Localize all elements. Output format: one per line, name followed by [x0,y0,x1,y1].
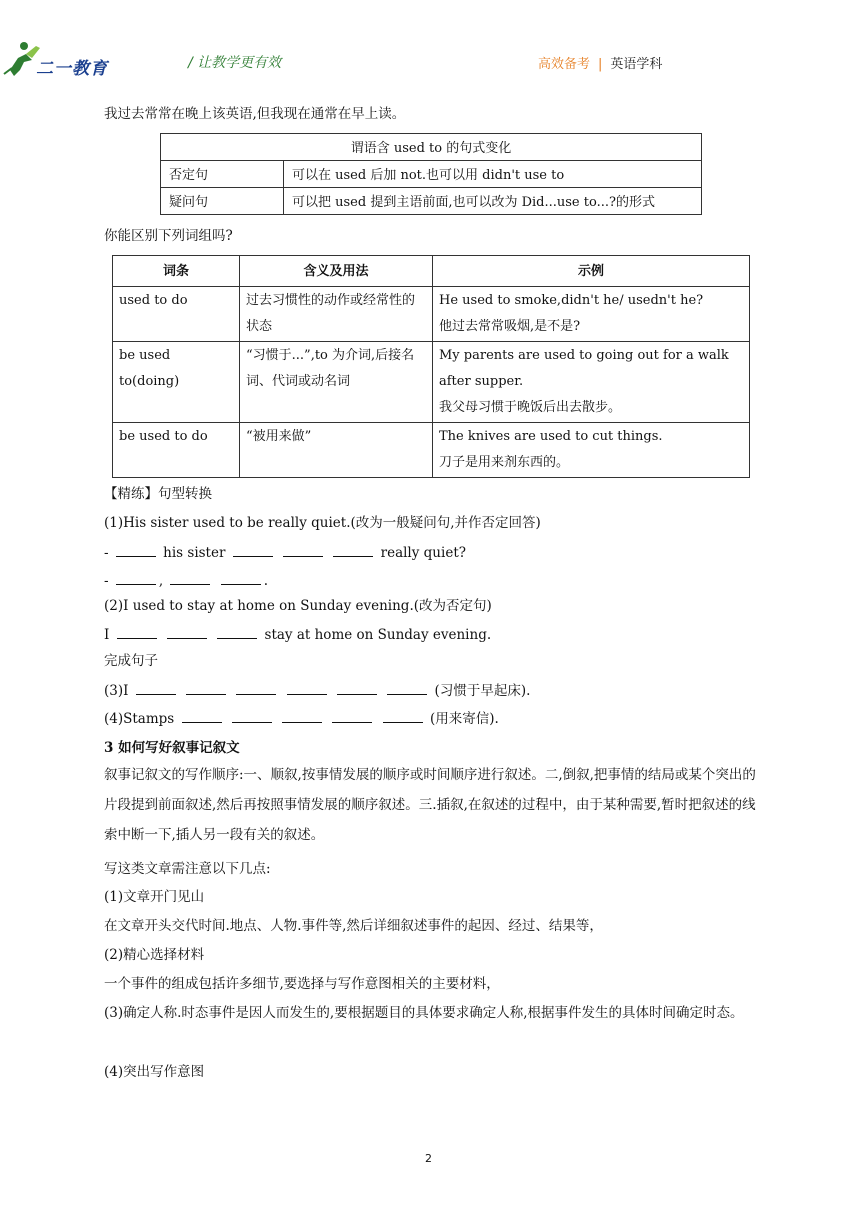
term-cell: be used to do [113,423,240,478]
point1-text: 在文章开头交代时间.地点、人物.事件等,然后详细叙述事件的起因、经过、结果等， [104,918,603,934]
q4-hint: (用来寄信). [430,711,499,727]
q2-prefix: I [104,627,110,643]
period: . [263,573,269,589]
answer-blank[interactable] [383,708,423,723]
answer-blank[interactable] [186,680,226,695]
point2-text: 一个事件的组成包括许多细节,要选择与写作意图相关的主要材料， [104,976,500,992]
example-en: The knives are used to cut things. [439,429,663,444]
answer-blank[interactable] [217,624,257,639]
phrase-table [112,255,750,478]
answer-blank[interactable] [116,570,156,585]
answer-blank[interactable] [167,624,207,639]
point2-title: (2)精心选择材料 [104,947,205,963]
practice-q1-answer-line2 [104,570,268,591]
example-zh: 我父母习惯于晚饭后出去散步。 [439,400,622,415]
answer-blank[interactable] [283,542,323,557]
point3-text: (3)确定人称.时态事件是因人而发生的,要根据题目的具体要求确定人称,根据事件发生的具体时间确定时态。 [104,1005,744,1021]
table-row [113,287,750,342]
practice-q3 [104,680,530,701]
answer-blank[interactable] [333,542,373,557]
point4-title: (4)突出写作意图 [104,1064,205,1080]
table1-title: 谓语含 used to 的句式变化 [161,134,702,161]
meaning-cell: 过去习惯性的动作或经常性的状态 [240,287,433,342]
example-cell [433,423,750,478]
answer-blank[interactable] [182,708,222,723]
example-cell [433,287,750,342]
answer-blank[interactable] [116,542,156,557]
question-line: 你能区别下列词组吗? [104,228,233,244]
practice-q2-answer [104,624,491,645]
answer-blank[interactable] [233,542,273,557]
logo-text: 二一教育 [36,59,108,79]
point1-title: (1)文章开门见山 [104,889,205,905]
dash: - [104,545,113,561]
answer-blank[interactable] [170,570,210,585]
table-row [113,342,750,423]
table1-row-text: 可以在 used 后加 not.也可以用 didn't use to [284,161,702,188]
q3-hint: (习惯于早起床). [434,683,531,699]
used-to-table [160,133,702,215]
subject-left: 高效备考 [538,57,591,72]
practice-q2: (2)I used to stay at home on Sunday evening.(改为否定句) [104,598,492,614]
term-cell: used to do [113,287,240,342]
page-number: 2 [425,1152,432,1165]
page-header [0,0,860,100]
practice-title: 【精练】句型转换 [104,486,212,502]
header-subject [538,53,662,72]
answer-blank[interactable] [232,708,272,723]
intro-line: 我过去常常在晚上该英语,但我现在通常在早上读。 [104,106,406,122]
table2-header: 示例 [433,256,750,287]
answer-blank[interactable] [221,570,261,585]
table1-row-label: 疑问句 [161,188,284,215]
example-cell [433,342,750,423]
section3-title: 3 如何写好叙事记叙文 [104,740,240,756]
q3-prefix: (3)I [104,683,129,699]
table2-header: 词条 [113,256,240,287]
answer-blank[interactable] [282,708,322,723]
example-en: My parents are used to going out for a walk after supper. [439,348,729,389]
table-row [113,423,750,478]
q2-end-text: stay at home on Sunday evening. [264,627,492,643]
example-zh: 他过去常常吸烟,是不是? [439,319,581,334]
q1-mid-text: his sister [163,545,226,561]
answer-blank[interactable] [117,624,157,639]
header-slogan: / 让教学更有效 [188,55,282,71]
practice-q1-answer-line1 [104,542,466,563]
table1-row-label: 否定句 [161,161,284,188]
answer-blank[interactable] [332,708,372,723]
practice-q4 [104,708,499,729]
complete-title: 完成句子 [104,653,158,669]
section3-para1: 叙事记叙文的写作顺序:一、顺叙,按事情发展的顺序或时间顺序进行叙述。二,倒叙,把事情的结局或某个突出的片段提到前面叙述,然后再按照事情发展的顺序叙述。三.插叙,在叙述的过程中，由于某种需要,暂时把叙述的线索中断一下,插人另一段有关的叙述。 [104,767,756,843]
comma: , [158,573,164,589]
answer-blank[interactable] [337,680,377,695]
dash: - [104,573,113,589]
table2-header: 含义及用法 [240,256,433,287]
q1-end-text: really quiet? [380,545,466,561]
example-en: He used to smoke,didn't he/ usedn't he? [439,293,704,308]
answer-blank[interactable] [236,680,276,695]
q4-prefix: (4)Stamps [104,711,175,727]
meaning-cell: “习惯于...”,to 为介词,后接名词、代词或动名词 [240,342,433,423]
subject-right: 英语学科 [610,57,663,72]
subject-separator: | [598,57,603,72]
table1-row-text: 可以把 used 提到主语前面,也可以改为 Did...use to...?的形式 [284,188,702,215]
practice-q1: (1)His sister used to be really quiet.(改为一般疑问句,并作否定回答) [104,515,541,531]
section3-para2: 写这类文章需注意以下几点: [104,861,271,877]
example-zh: 刀子是用来剂东西的。 [439,455,570,470]
meaning-cell: “被用来做” [240,423,433,478]
term-cell: be used to(doing) [113,342,240,423]
answer-blank[interactable] [387,680,427,695]
answer-blank[interactable] [136,680,176,695]
answer-blank[interactable] [287,680,327,695]
